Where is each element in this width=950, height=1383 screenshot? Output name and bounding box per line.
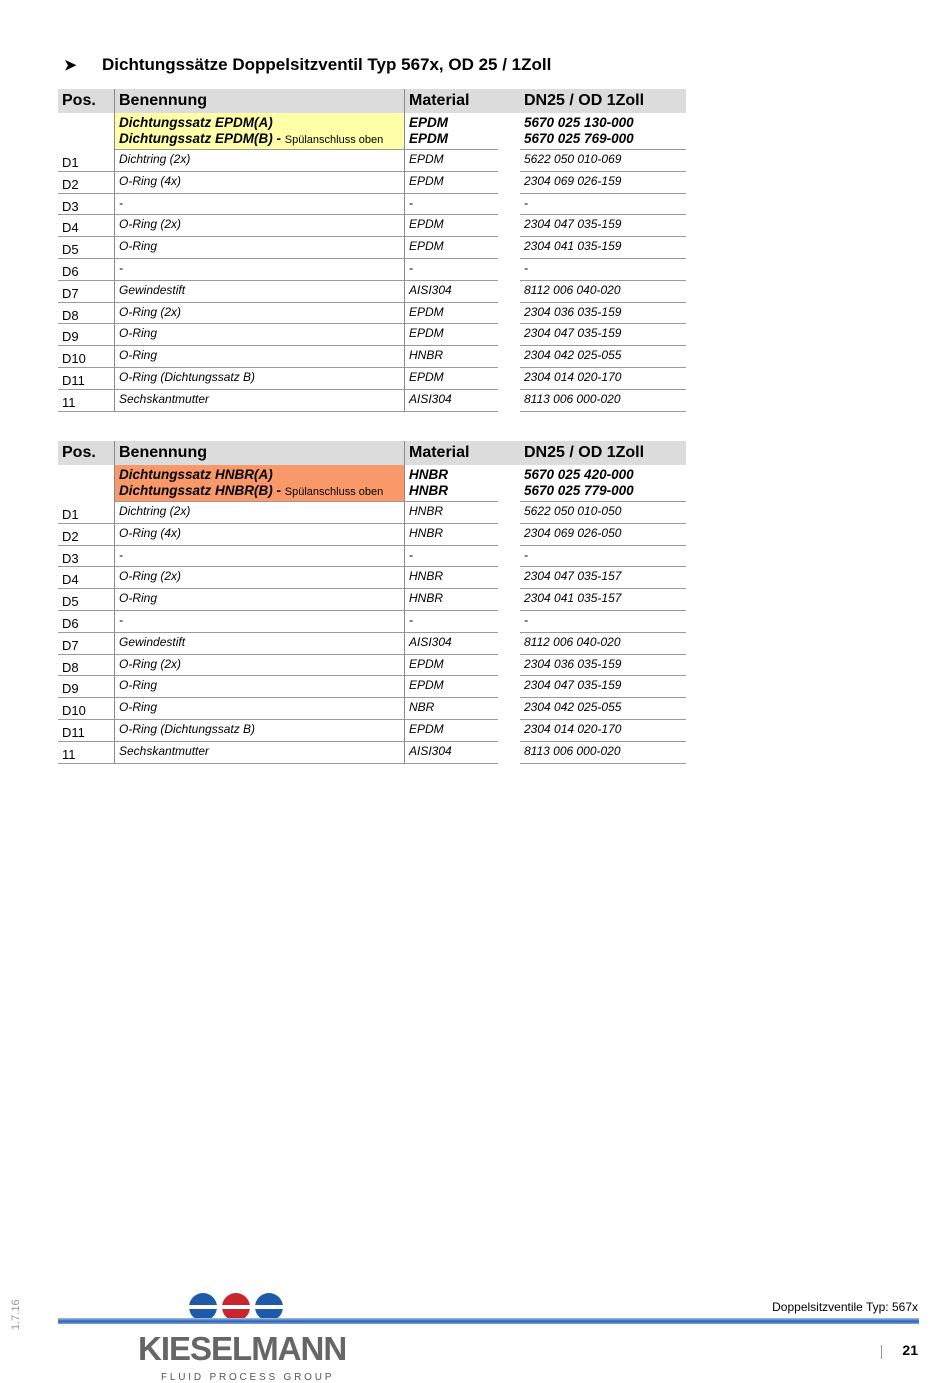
row-name: O-Ring (2x) [114, 215, 404, 237]
row-material: EPDM [404, 368, 498, 390]
seal-kit-material: EPDM EPDM [404, 113, 498, 150]
row-number: - [520, 546, 686, 568]
table-row [58, 303, 686, 325]
footer-doc-label: Doppelsitzventile Typ: 567x [772, 1300, 918, 1314]
row-pos: 11 [58, 742, 114, 764]
table-row [58, 502, 686, 524]
row-number: 2304 041 035-159 [520, 237, 686, 259]
row-number: 2304 042 025-055 [520, 346, 686, 368]
row-material: EPDM [404, 237, 498, 259]
logo-subtitle: FLUID PROCESS GROUP [161, 1372, 335, 1383]
row-material: EPDM [404, 324, 498, 346]
row-material: EPDM [404, 303, 498, 325]
seal-kit-number: 5670 025 130-000 5670 025 769-000 [520, 113, 686, 150]
row-pos: D1 [58, 150, 114, 172]
row-pos: D8 [58, 655, 114, 677]
table-header [58, 89, 686, 113]
row-material: - [404, 259, 498, 281]
row-name: O-Ring [114, 676, 404, 698]
row-pos: D5 [58, 589, 114, 611]
table-row [58, 546, 686, 568]
table-row [58, 676, 686, 698]
table-row [58, 524, 686, 546]
row-pos: D7 [58, 633, 114, 655]
row-material: EPDM [404, 676, 498, 698]
logo-name: KIESELMANN [138, 1330, 347, 1367]
row-name: O-Ring (Dichtungssatz B) [114, 720, 404, 742]
row-pos: D2 [58, 524, 114, 546]
row-name: O-Ring (2x) [114, 303, 404, 325]
row-name: O-Ring (Dichtungssatz B) [114, 368, 404, 390]
seal-kit-number: 5670 025 420-000 5670 025 779-000 [520, 465, 686, 502]
table-row [58, 346, 686, 368]
row-number: 2304 069 026-050 [520, 524, 686, 546]
row-number: 8112 006 040-020 [520, 633, 686, 655]
row-name: Gewindestift [114, 633, 404, 655]
row-number: - [520, 611, 686, 633]
row-name: O-Ring [114, 237, 404, 259]
row-number: - [520, 259, 686, 281]
row-name: O-Ring (2x) [114, 567, 404, 589]
row-material: AISI304 [404, 390, 498, 412]
page-separator [881, 1345, 882, 1359]
seal-kit-row [58, 465, 686, 502]
row-number: 2304 036 035-159 [520, 303, 686, 325]
row-number: 2304 069 026-159 [520, 172, 686, 194]
row-name: - [114, 259, 404, 281]
row-material: AISI304 [404, 633, 498, 655]
row-pos: D10 [58, 698, 114, 720]
table-row [58, 215, 686, 237]
row-pos: D10 [58, 346, 114, 368]
seal-kit-row [58, 113, 686, 150]
row-pos: D4 [58, 567, 114, 589]
header-pos: Pos. [58, 89, 114, 113]
row-number: 2304 047 035-159 [520, 215, 686, 237]
row-number: 8113 006 000-020 [520, 390, 686, 412]
row-pos: D9 [58, 676, 114, 698]
table-row [58, 237, 686, 259]
row-number: 2304 047 035-159 [520, 324, 686, 346]
seal-kit-name: Dichtungssatz HNBR(A) Dichtungssatz HNBR(B) - Spülanschluss oben [114, 465, 404, 502]
row-name: - [114, 194, 404, 216]
table-row [58, 567, 686, 589]
row-number: 2304 014 020-170 [520, 720, 686, 742]
header-size: DN25 / OD 1Zoll [520, 89, 686, 113]
table-row [58, 172, 686, 194]
table-row [58, 368, 686, 390]
row-number: 5622 050 010-050 [520, 502, 686, 524]
seal-kit-material: HNBR HNBR [404, 465, 498, 502]
row-name: Dichtring (2x) [114, 150, 404, 172]
row-material: - [404, 194, 498, 216]
row-name: O-Ring [114, 589, 404, 611]
header-size: DN25 / OD 1Zoll [520, 441, 686, 465]
row-material: HNBR [404, 346, 498, 368]
table-row [58, 742, 686, 764]
page-number: 21 [902, 1342, 918, 1358]
row-material: EPDM [404, 150, 498, 172]
table-row [58, 589, 686, 611]
row-material: EPDM [404, 172, 498, 194]
row-number: 8113 006 000-020 [520, 742, 686, 764]
date-stamp: 1.7.16 [10, 1299, 22, 1330]
table-header [58, 441, 686, 465]
table-row [58, 324, 686, 346]
table-row [58, 698, 686, 720]
row-material: HNBR [404, 589, 498, 611]
row-pos: 11 [58, 390, 114, 412]
row-name: Sechskantmutter [114, 390, 404, 412]
row-material: HNBR [404, 567, 498, 589]
row-pos: D6 [58, 611, 114, 633]
row-material: - [404, 546, 498, 568]
header-material: Material [404, 441, 498, 465]
table-row [58, 611, 686, 633]
table-row [58, 655, 686, 677]
row-pos: D9 [58, 324, 114, 346]
row-pos: D5 [58, 237, 114, 259]
row-pos: D3 [58, 194, 114, 216]
row-number: 2304 047 035-159 [520, 676, 686, 698]
arrow-icon: ➤ [64, 57, 77, 74]
row-material: EPDM [404, 720, 498, 742]
table-row [58, 150, 686, 172]
row-material: - [404, 611, 498, 633]
row-material: AISI304 [404, 742, 498, 764]
row-material: EPDM [404, 655, 498, 677]
row-pos: D11 [58, 368, 114, 390]
row-pos: D4 [58, 215, 114, 237]
page-title-text: Dichtungssätze Doppelsitzventil Typ 567x, OD 25 / 1Zoll [102, 55, 552, 74]
table-row [58, 633, 686, 655]
row-pos: D2 [58, 172, 114, 194]
table-row [58, 194, 686, 216]
row-number: 2304 041 035-157 [520, 589, 686, 611]
seal-kit-name: Dichtungssatz EPDM(A) Dichtungssatz EPDM(B) - Spülanschluss oben [114, 113, 404, 150]
table-row [58, 259, 686, 281]
row-name: O-Ring (2x) [114, 655, 404, 677]
row-name: O-Ring [114, 698, 404, 720]
page-title [64, 55, 551, 75]
table-row [58, 390, 686, 412]
header-name: Benennung [114, 441, 404, 465]
row-number: - [520, 194, 686, 216]
parts-table [58, 441, 686, 764]
row-number: 2304 014 020-170 [520, 368, 686, 390]
row-number: 8112 006 040-020 [520, 281, 686, 303]
row-number: 2304 036 035-159 [520, 655, 686, 677]
row-material: NBR [404, 698, 498, 720]
footer-divider [58, 1318, 919, 1324]
row-name: Gewindestift [114, 281, 404, 303]
row-name: O-Ring (4x) [114, 524, 404, 546]
row-pos: D7 [58, 281, 114, 303]
row-number: 2304 047 035-157 [520, 567, 686, 589]
row-pos: D6 [58, 259, 114, 281]
row-number: 2304 042 025-055 [520, 698, 686, 720]
row-material: EPDM [404, 215, 498, 237]
row-pos: D11 [58, 720, 114, 742]
row-name: O-Ring (4x) [114, 172, 404, 194]
row-name: O-Ring [114, 324, 404, 346]
row-name: Sechskantmutter [114, 742, 404, 764]
row-name: - [114, 611, 404, 633]
header-pos: Pos. [58, 441, 114, 465]
row-pos: D8 [58, 303, 114, 325]
table-row [58, 281, 686, 303]
row-number: 5622 050 010-069 [520, 150, 686, 172]
header-material: Material [404, 89, 498, 113]
row-material: HNBR [404, 524, 498, 546]
row-material: AISI304 [404, 281, 498, 303]
header-name: Benennung [114, 89, 404, 113]
row-pos: D3 [58, 546, 114, 568]
row-name: O-Ring [114, 346, 404, 368]
row-name: - [114, 546, 404, 568]
row-material: HNBR [404, 502, 498, 524]
row-name: Dichtring (2x) [114, 502, 404, 524]
parts-table [58, 89, 686, 412]
table-row [58, 720, 686, 742]
row-pos: D1 [58, 502, 114, 524]
